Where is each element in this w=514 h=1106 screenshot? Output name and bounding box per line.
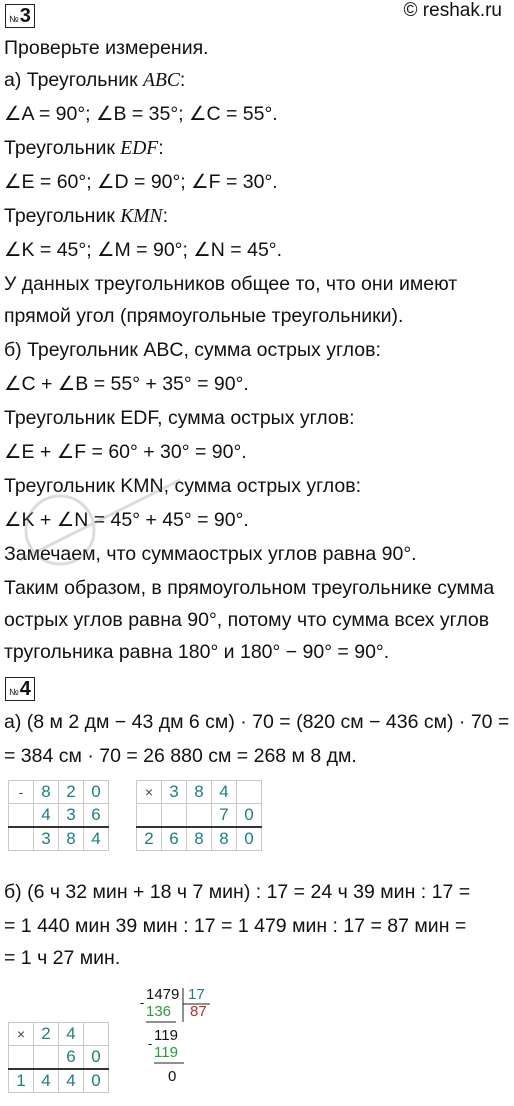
division-remainder-1: 119 — [154, 1027, 178, 1044]
conclusion-1: Таким образом, в прямоугольном треугольнике сумма — [4, 577, 495, 599]
b-tri2-sum: ∠E + ∠F = 60° + 30° = 90°. — [4, 441, 247, 463]
tri1-angles: ∠A = 90°; ∠B = 35°; ∠C = 55°. — [4, 103, 278, 125]
times-sign-2: × — [9, 1023, 34, 1046]
minus-sign: - — [9, 781, 34, 804]
multiplication-grid-1: × 3 8 4 7 0 2 6 8 8 0 — [136, 780, 262, 851]
site-watermark: © reshak.ru — [403, 0, 502, 21]
division-dividend: 1479 — [146, 986, 180, 1003]
tri2-angles: ∠E = 60°; ∠D = 90°; ∠F = 30°. — [4, 171, 278, 193]
task4-b-line-3: = 1 ч 27 мин. — [4, 947, 121, 969]
common-line-1: У данных треугольников общее то, что они имеют — [4, 273, 458, 295]
division-lines — [140, 986, 260, 1101]
b-tri1: б) Треугольник ABC, сумма острых углов: — [4, 339, 381, 361]
b-tri2: Треугольник EDF, сумма острых углов: — [4, 407, 355, 429]
task-4-badge: № 4 — [5, 677, 35, 701]
b-tri3-sum: ∠K + ∠N = 45° + 45° = 90°. — [4, 509, 249, 531]
task4-a-line-1: а) (8 м 2 дм − 43 дм 6 см) · 70 = (820 см − 436 см) · 70 = — [4, 711, 510, 733]
division-divisor: 17 — [188, 986, 205, 1003]
division-remainder: 0 — [168, 1068, 177, 1085]
task-3-badge: № 3 — [5, 4, 35, 28]
tri3-angles: ∠K = 45°; ∠M = 90°; ∠N = 45°. — [4, 239, 282, 261]
division-partial-2: 119 — [154, 1044, 178, 1061]
task4-a-line-2: = 384 см · 70 = 26 880 см = 268 м 8 дм. — [4, 745, 357, 767]
conclusion-2: острых углов равна 90°, потому что сумма всех углов — [4, 609, 490, 631]
task4-b-line-2: = 1 440 мин 39 мин : 17 = 1 479 мин : 17 = 87 мин = — [4, 915, 467, 937]
note-line: Замечаем, что суммаострых углов равна 90°. — [4, 543, 417, 565]
division-partial-1: 136 — [146, 1003, 172, 1020]
subtraction-grid: - 8 2 0 4 3 6 3 8 4 — [8, 780, 109, 851]
common-line-2: прямой угол (прямоугольные треугольники). — [4, 305, 404, 327]
division-quotient: 87 — [190, 1003, 207, 1020]
tri3-label: Треугольник KMN: — [4, 205, 168, 227]
long-division: 1479 17 - 136 87 119 - 119 0 — [140, 986, 260, 1101]
conclusion-3: тругольника равна 180° и 180° − 90° = 90°. — [4, 641, 390, 663]
b-tri3: Треугольник KMN, сумма острых углов: — [4, 475, 362, 497]
task3-intro: Проверьте измерения. — [4, 37, 209, 59]
times-sign: × — [137, 781, 162, 804]
tri2-label: Треугольник EDF: — [4, 137, 164, 159]
multiplication-grid-2: × 2 4 6 0 1 4 4 0 — [8, 1022, 109, 1093]
b-tri1-sum: ∠C + ∠B = 55° + 35° = 90°. — [4, 373, 249, 395]
task3-a-label: а) Треугольник ABC: — [4, 69, 186, 91]
task4-b-line-1: б) (6 ч 32 мин + 18 ч 7 мин) : 17 = 24 ч 39 мин : 17 = — [4, 881, 471, 903]
